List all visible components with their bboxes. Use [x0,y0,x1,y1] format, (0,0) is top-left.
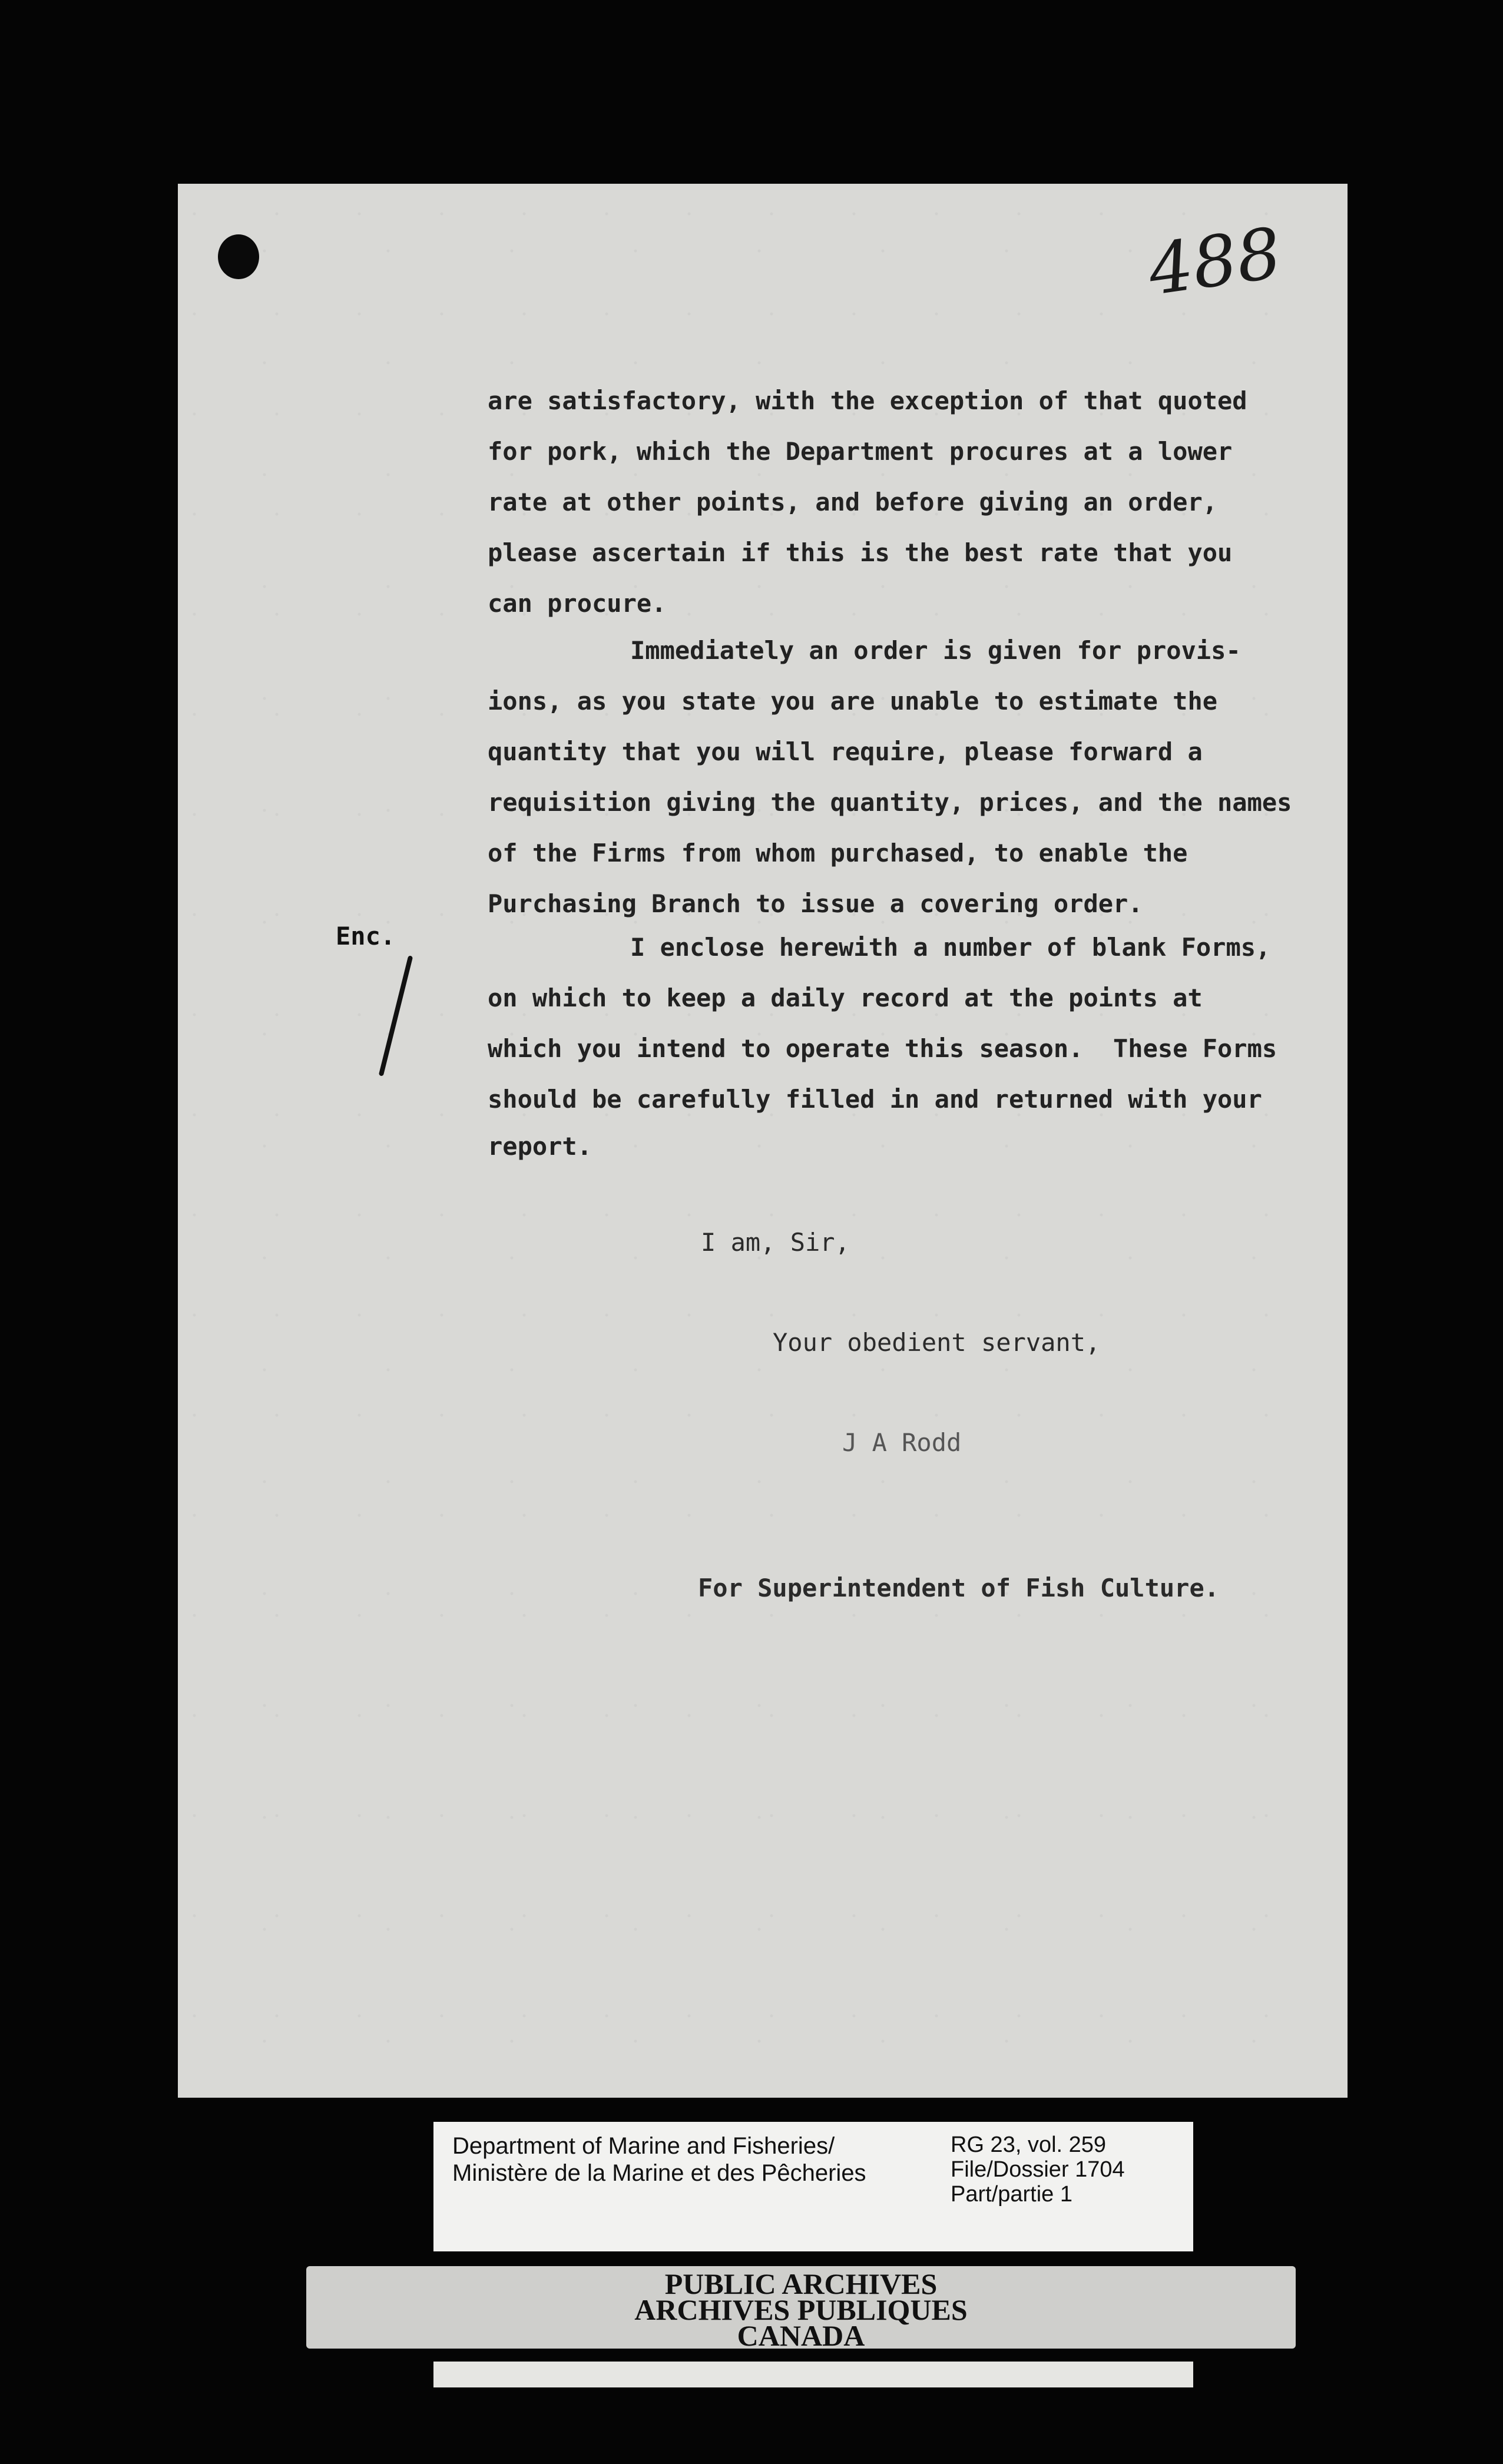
body-line: please ascertain if this is the best rate that you [488,538,1233,567]
body-line: for pork, which the Department procures at a lower [488,437,1233,466]
page-number: 488 [1143,211,1286,312]
body-line: Immediately an order is given for provis- [630,636,1241,665]
body-line: on which to keep a daily record at the points at [488,983,1203,1012]
department-french: Ministère de la Marine et des Pêcheries [452,2160,866,2186]
stamp-line: CANADA [737,2319,865,2352]
body-line: are satisfactory, with the exception of that quoted [488,386,1247,415]
archive-reference [951,2132,1125,2207]
label-strip [433,2362,1193,2387]
enclosure-note: Enc. [336,922,396,951]
document-page [178,184,1348,2098]
body-line: can procure. [488,589,667,618]
body-line: rate at other points, and before giving an order, [488,488,1218,516]
stamp-line: PUBLIC ARCHIVES [664,2267,938,2300]
punch-hole [218,234,259,279]
signature: J A Rodd [842,1428,962,1457]
archive-department [452,2132,866,2187]
part-number: Part/partie 1 [951,2182,1072,2207]
archives-stamp [306,2266,1296,2352]
body-line: requisition giving the quantity, prices, and the names [488,788,1292,817]
body-line: I enclose herewith a number of blank Forms, [630,933,1271,962]
archive-label [433,2122,1193,2251]
body-line: should be carefully filled in and returned with your [488,1085,1262,1114]
body-line: ions, as you state you are unable to estimate the [488,687,1218,716]
body-line: quantity that you will require, please forward a [488,737,1203,766]
department-english: Department of Marine and Fisheries/ [452,2133,835,2159]
body-line: Purchasing Branch to issue a covering order. [488,889,1143,918]
salutation: I am, Sir, [701,1228,850,1257]
signatory-title: For Superintendent of Fish Culture. [698,1574,1220,1602]
stamp-line: ARCHIVES PUBLIQUES [634,2293,968,2326]
body-line: which you intend to operate this season. These Forms [488,1034,1277,1063]
file-number: File/Dossier 1704 [951,2157,1125,2182]
valediction: Your obedient servant, [773,1328,1101,1357]
body-line: of the Firms from whom purchased, to enable the [488,839,1188,867]
stamp-text [306,2267,1296,2352]
body-line: report. [488,1132,592,1161]
record-group: RG 23, vol. 259 [951,2132,1107,2157]
